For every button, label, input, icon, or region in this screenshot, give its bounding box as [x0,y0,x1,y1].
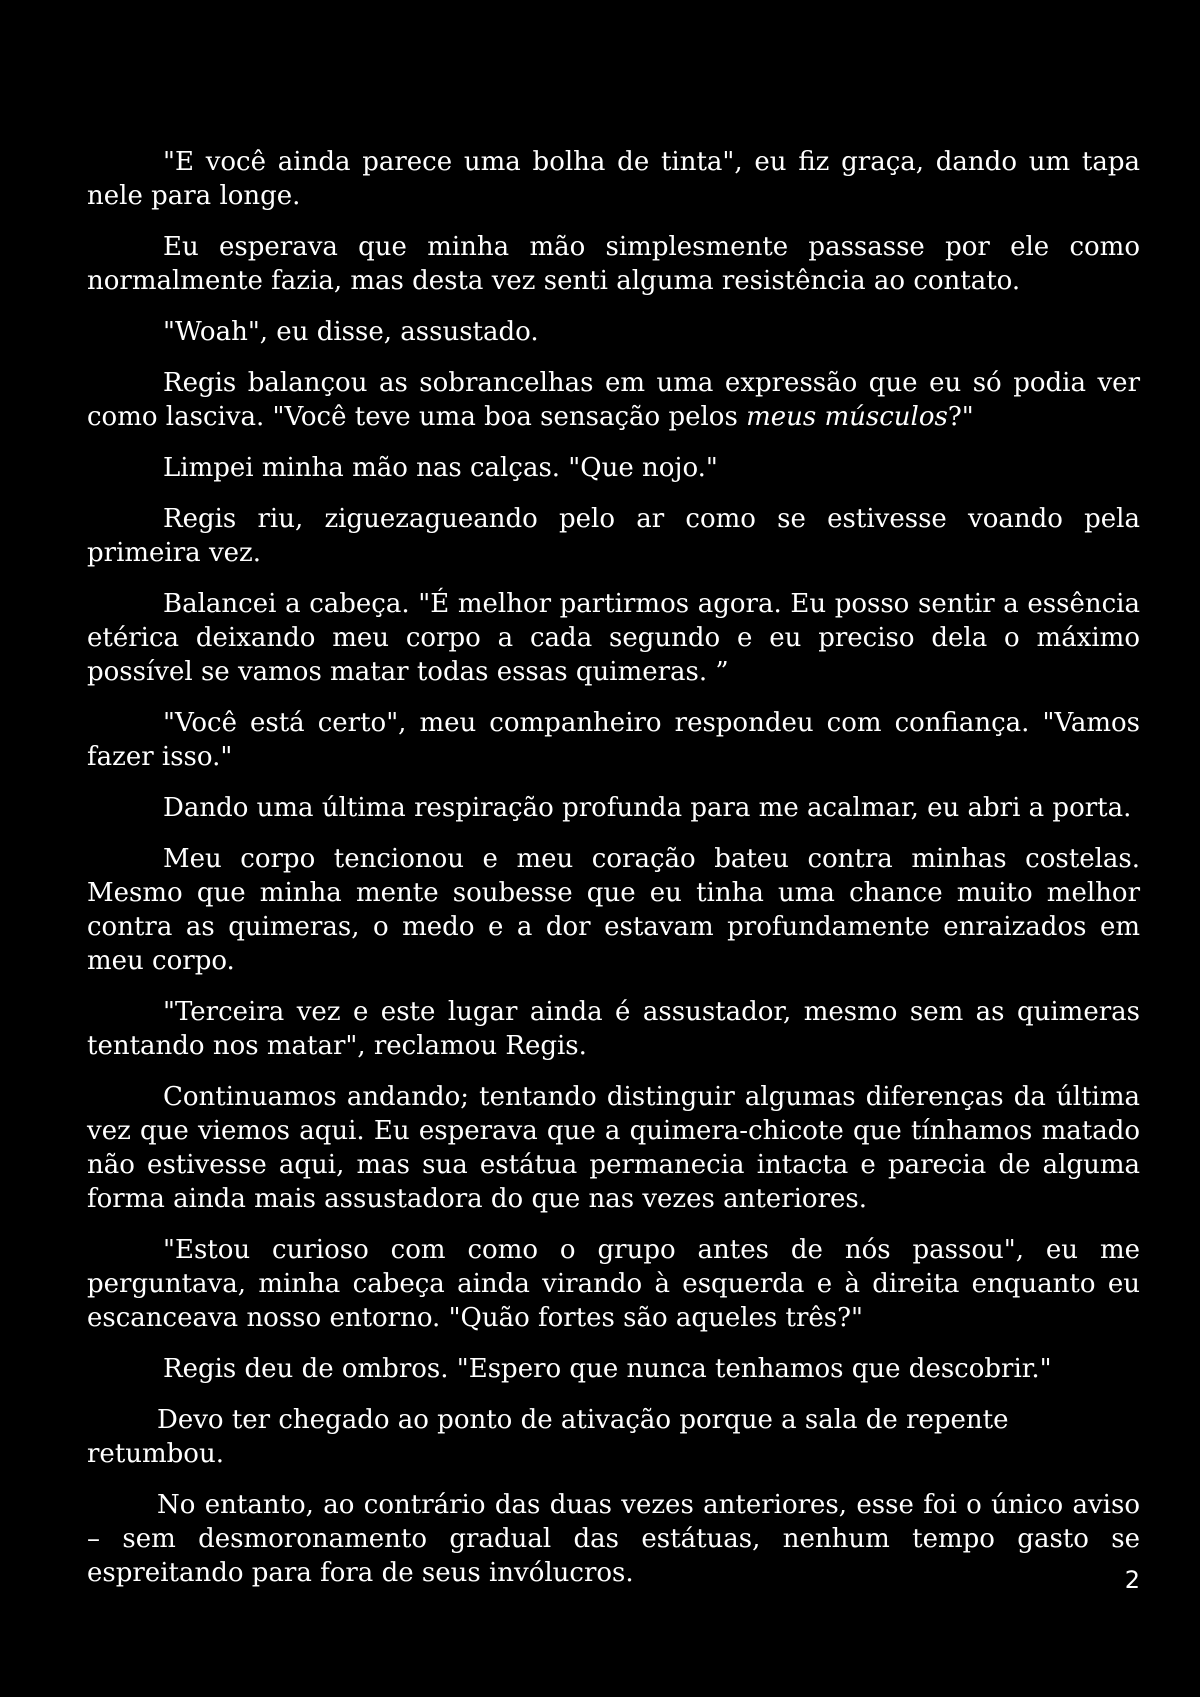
paragraph: Regis riu, ziguezagueando pelo ar como se estivesse voando pela primeira vez. [87,504,1140,568]
paragraph-text: Regis balançou as sobrancelhas em uma expressão que eu só podia ver como lasciva. "Você teve uma boa sensação pelos [87,368,1140,432]
paragraph-text: ?" [947,402,974,432]
paragraph: "Você está certo", meu companheiro respondeu com confiança. "Vamos fazer isso." [87,708,1140,772]
paragraph: Devo ter chegado ao ponto de ativação porque a sala de repente retumbou. [87,1405,1009,1469]
paragraph: No entanto, ao contrário das duas vezes anteriores, esse foi o único aviso – sem desmoronamento gradual das estátuas, nenhum tempo gasto se espreitando para fora de seus invólucros. [87,1490,1140,1588]
paragraph: Regis deu de ombros. "Espero que nunca tenhamos que descobrir." [163,1354,1052,1384]
paragraph: "Estou curioso com como o grupo antes de nós passou", eu me perguntava, minha cabeça ainda virando à esquerda e à direita enquanto eu escanceava nosso entorno. "Quão fortes são aqueles três?" [87,1235,1140,1333]
paragraph: Dando uma última respiração profunda para me acalmar, eu abri a porta. [163,793,1132,823]
paragraph: Eu esperava que minha mão simplesmente passasse por ele como normalmente fazia, mas desta vez senti alguma resistência ao contato. [87,232,1140,296]
paragraph: Meu corpo tencionou e meu coração bateu contra minhas costelas. Mesmo que minha mente soubesse que eu tinha uma chance muito melhor contra as quimeras, o medo e a dor estavam profundamente enraizados em meu corpo. [87,844,1140,976]
page-number: 2 [1124,1566,1140,1594]
italic-text: meus músculos [746,402,948,432]
paragraph: Balancei a cabeça. "É melhor partirmos agora. Eu posso sentir a essência etérica deixando meu corpo a cada segundo e eu preciso dela o máximo possível se vamos matar todas essas quimeras. ” [87,589,1140,687]
paragraph: "Terceira vez e este lugar ainda é assustador, mesmo sem as quimeras tentando nos matar", reclamou Regis. [87,997,1140,1061]
paragraph: "E você ainda parece uma bolha de tinta", eu fiz graça, dando um tapa nele para longe. [87,147,1140,211]
paragraph: "Woah", eu disse, assustado. [163,317,539,347]
paragraph [87,366,1140,434]
paragraph: Limpei minha mão nas calças. "Que nojo." [163,453,718,483]
page-body [87,145,1140,1607]
paragraph: Continuamos andando; tentando distinguir algumas diferenças da última vez que viemos aqui. Eu esperava que a quimera-chicote que tínhamos matado não estivesse aqui, mas sua estátua permanecia intacta e parecia de alguma forma ainda mais assustadora do que nas vezes anteriores. [87,1082,1140,1214]
